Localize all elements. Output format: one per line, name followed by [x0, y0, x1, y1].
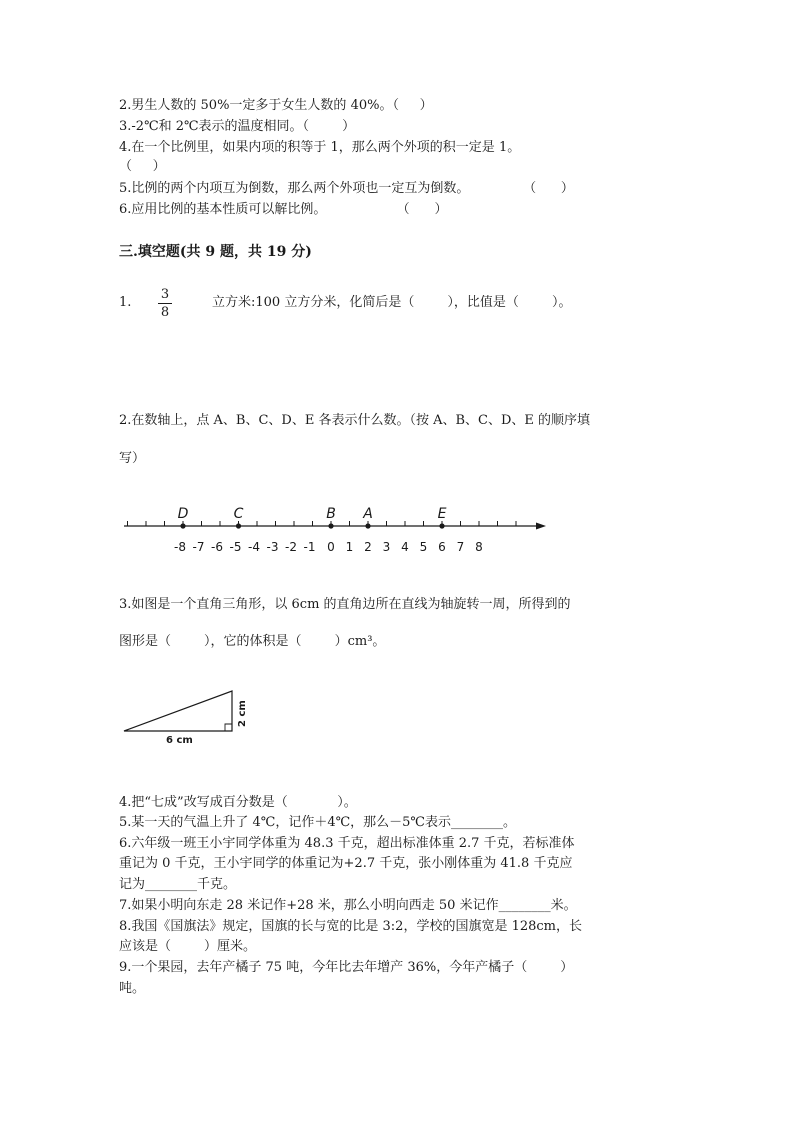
number-line-point-a [365, 523, 370, 528]
number-line-tick-label: 5 [419, 540, 428, 554]
number-line-tick-label: -5 [229, 540, 242, 554]
number-line-point-d [180, 523, 185, 528]
number-line-tick-label: -6 [211, 540, 223, 554]
number-line-tick-label: 1 [345, 540, 354, 554]
right-triangle-figure [118, 685, 258, 749]
fill-item-6-line-3: 记为________千克。 [119, 877, 237, 892]
q1-number: 1. [119, 295, 132, 310]
q1-text: 立方米:100 立方分米，化简后是（ ），比值是（ ）。 [212, 295, 572, 310]
fill-item-6-line-1: 6.六年级一班王小宇同学体重为 48.3 千克，超出标准体重 2.7 千克，若标准体 [119, 836, 575, 851]
q3-line-2: 图形是（ ），它的体积是（ ）cm³。 [119, 634, 386, 649]
number-line-tick-label: 3 [382, 540, 391, 554]
q1-fraction-bar [158, 303, 172, 304]
number-line-tick-label: -2 [285, 540, 297, 554]
number-line-tick-label: -7 [192, 540, 205, 554]
number-line-tick-label: -4 [248, 540, 260, 554]
right-triangle [124, 691, 232, 731]
number-line-tick-label: 2 [364, 540, 372, 554]
fill-item-9-line-1: 9.一个果园，去年产橘子 75 吨，今年比去年增产 36%，今年产橘子（ ） [119, 960, 574, 975]
number-line-point-b [328, 523, 333, 528]
fill-item-8-line-2: 应该是（ ）厘米。 [119, 939, 257, 954]
q3-line-1: 3.如图是一个直角三角形，以 6cm 的直角边所在直线为轴旋转一周，所得到的 [119, 597, 571, 612]
number-line-point-e [439, 523, 444, 528]
number-line-point-label-a: A [363, 506, 373, 522]
q1-fraction-numerator: 3 [160, 287, 170, 302]
q2-line-1: 2.在数轴上，点 A、B、C、D、E 各表示什么数。（按 A、B、C、D、E 的顺序填 [119, 413, 591, 428]
fill-item-6-line-2: 重记为 0 千克，王小宇同学的体重记为+2.7 千克，张小刚体重为 41.8 千克应 [119, 856, 573, 871]
number-line-point-c [236, 523, 241, 528]
judgment-item-4-bracket: （ ） [119, 159, 166, 174]
judgment-item-6: 6.应用比例的基本性质可以解比例。 （ ） [119, 202, 448, 217]
number-line-point-label-d: D [177, 506, 189, 522]
number-line [118, 500, 558, 562]
triangle-height-label: 2 cm [237, 700, 248, 727]
number-line-arrow [536, 523, 546, 530]
number-line-tick-label: 7 [456, 540, 465, 554]
number-line-point-label-e: E [437, 506, 447, 522]
judgment-item-4: 4.在一个比例里，如果内项的积等于 1，那么两个外项的积一定是 1。 [119, 140, 521, 155]
fill-item-5: 5.某一天的气温上升了 4℃，记作＋4℃，那么－5℃表示________。 [119, 815, 516, 830]
judgment-item-5: 5.比例的两个内项互为倒数，那么两个外项也一定互为倒数。 （ ） [119, 181, 574, 196]
right-angle-mark [225, 724, 232, 731]
number-line-point-label-c: C [233, 506, 244, 522]
number-line-tick-label: -3 [266, 540, 279, 554]
q2-line-2: 写） [119, 451, 146, 466]
number-line-tick-label: -8 [174, 540, 186, 554]
section-title: 三.填空题(共 9 题，共 19 分) [119, 244, 312, 260]
number-line-tick-label: 0 [327, 540, 335, 554]
q1-fraction-denominator: 8 [160, 305, 170, 320]
q1-fraction [158, 287, 172, 320]
judgment-item-3: 3.-2℃和 2℃表示的温度相同。（ ） [119, 119, 356, 134]
number-line-tick-label: 8 [475, 540, 483, 554]
judgment-item-2: 2.男生人数的 50%一定多于女生人数的 40%。（ ） [119, 98, 433, 113]
number-line-point-label-b: B [326, 506, 336, 522]
fill-item-4: 4.把“七成”改写成百分数是（ ）。 [119, 795, 357, 810]
number-line-tick-label: 4 [401, 540, 409, 554]
number-line-tick-label: 6 [438, 540, 446, 554]
fill-item-8-line-1: 8.我国《国旗法》规定，国旗的长与宽的比是 3:2，学校的国旗宽是 128cm，长 [119, 919, 583, 934]
fill-item-9-line-2: 吨。 [119, 981, 146, 996]
number-line-tick-label: -1 [303, 540, 316, 554]
fill-item-7: 7.如果小明向东走 28 米记作+28 米，那么小明向西走 50 米记作________米。 [119, 898, 577, 913]
triangle-base-label: 6 cm [166, 735, 193, 746]
